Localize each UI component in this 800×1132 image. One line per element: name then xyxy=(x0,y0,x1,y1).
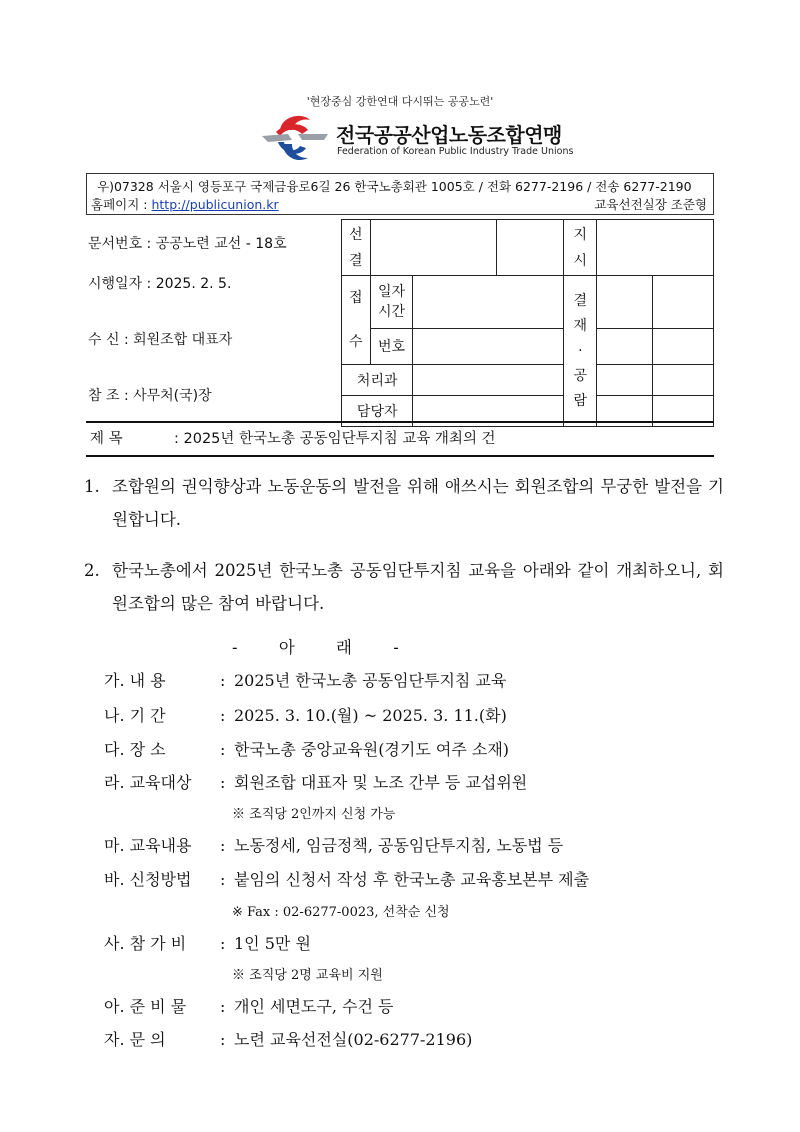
ilja-sigan-cell xyxy=(413,276,564,329)
paragraph-number: 2. xyxy=(84,561,100,580)
ji-si-cell xyxy=(597,220,714,276)
ilja-sigan-label: 일자 시간 xyxy=(370,276,413,329)
note-target: ※ 조직당 2인까지 신청 가능 xyxy=(232,807,396,822)
approval-cell-4 xyxy=(652,328,713,364)
address-line: 우)07328 서울시 영등포구 국제금융로6길 26 한국노총회관 1005호 / 전화 6277-2196 / 전송 6277-2190 xyxy=(97,179,692,194)
address-box xyxy=(86,173,714,215)
item-content: 가. 내 용 : 2025년 한국노총 공동임단투지침 교육 xyxy=(104,671,507,690)
paragraph-text: 한국노총에서 2025년 한국노총 공동임단투지침 교육을 아래와 같이 개최하오니, 회원조합의 많은 참여 바랍니다. xyxy=(112,561,724,613)
seon-gyeol-cell2 xyxy=(496,220,563,276)
recipient: 수 신 : 회원조합 대표자 xyxy=(88,332,233,348)
item-place: 다. 장 소 : 한국노총 중앙교육원(경기도 여주 소재) xyxy=(104,740,510,759)
jeop-su-label: 접 수 xyxy=(342,276,371,365)
below-heading: - 아 래 - xyxy=(232,638,417,657)
homepage-label: 홈페이지 : xyxy=(91,197,152,212)
org-logo xyxy=(258,112,574,166)
issue-date: 시행일자 : 2025. 2. 5. xyxy=(88,276,232,292)
reference: 참 조 : 사무처(국)장 xyxy=(88,388,212,404)
note-application: ※ Fax : 02-6277-0023, 선착순 신청 xyxy=(232,905,450,920)
damdangja-label: 담당자 xyxy=(342,396,413,427)
ji-si-label: 지 시 xyxy=(564,220,597,276)
union-emblem-icon xyxy=(258,112,334,166)
slogan: '현장중심 강한연대 다시뛰는 공공노련' xyxy=(306,95,494,108)
seon-gyeol-label: 선 결 xyxy=(342,220,371,276)
subject-label: 제 목 xyxy=(90,431,123,447)
org-name-en: Federation of Korean Public Industry Trade Unions xyxy=(337,146,574,157)
subject-text: : 2025년 한국노총 공동임단투지침 교육 개최의 건 xyxy=(174,431,496,447)
paragraph-1 xyxy=(84,470,724,536)
item-target: 라. 교육대상 : 회원조합 대표자 및 노조 간부 등 교섭위원 xyxy=(104,773,528,792)
item-period: 나. 기 간 : 2025. 3. 10.(월) ~ 2025. 3. 11.(화) xyxy=(104,706,507,725)
gyeoljae-gongram-label: 결 재 · 공 람 xyxy=(564,276,597,427)
paragraph-text: 조합원의 권익향상과 노동운동의 발전을 위해 애쓰시는 회원조합의 무궁한 발전을 기원합니다. xyxy=(112,477,724,529)
paragraph-2 xyxy=(84,554,724,620)
item-inquiry: 자. 문 의 : 노련 교육선전실(02-6277-2196) xyxy=(104,1030,473,1049)
paragraph-number: 1. xyxy=(84,477,100,496)
approval-cell-3 xyxy=(597,328,652,364)
doc-number: 문서번호 : 공공노련 교선 - 18호 xyxy=(88,236,287,252)
homepage-link[interactable]: http://publicunion.kr xyxy=(151,197,279,212)
seon-gyeol-cell xyxy=(370,220,496,276)
beonho-label: 번호 xyxy=(370,328,413,364)
beonho-cell xyxy=(413,328,564,364)
item-application: 바. 신청방법 : 붙임의 신청서 작성 후 한국노총 교육홍보본부 제출 xyxy=(104,870,590,889)
note-fee: ※ 조직당 2명 교육비 지원 xyxy=(232,968,383,983)
item-fee: 사. 참 가 비 : 1인 5만 원 xyxy=(104,934,311,953)
cheorigwa-label: 처리과 xyxy=(342,365,413,396)
approval-table xyxy=(341,219,714,427)
org-name: 전국공공산업노동조합연맹 xyxy=(336,123,562,147)
approval-cell-2 xyxy=(652,276,713,329)
approval-cell-1 xyxy=(597,276,652,329)
item-curriculum: 마. 교육내용 : 노동정세, 임금정책, 공동임단투지침, 노동법 등 xyxy=(104,836,564,855)
approval-cell-5 xyxy=(597,365,652,396)
officer-name: 교육선전실장 조준형 xyxy=(594,197,707,212)
item-supplies: 아. 준 비 물 : 개인 세면도구, 수건 등 xyxy=(104,997,394,1016)
homepage-line xyxy=(91,195,279,213)
subject-bar xyxy=(86,421,714,457)
cheorigwa-cell xyxy=(413,365,564,396)
approval-cell-6 xyxy=(652,365,713,396)
